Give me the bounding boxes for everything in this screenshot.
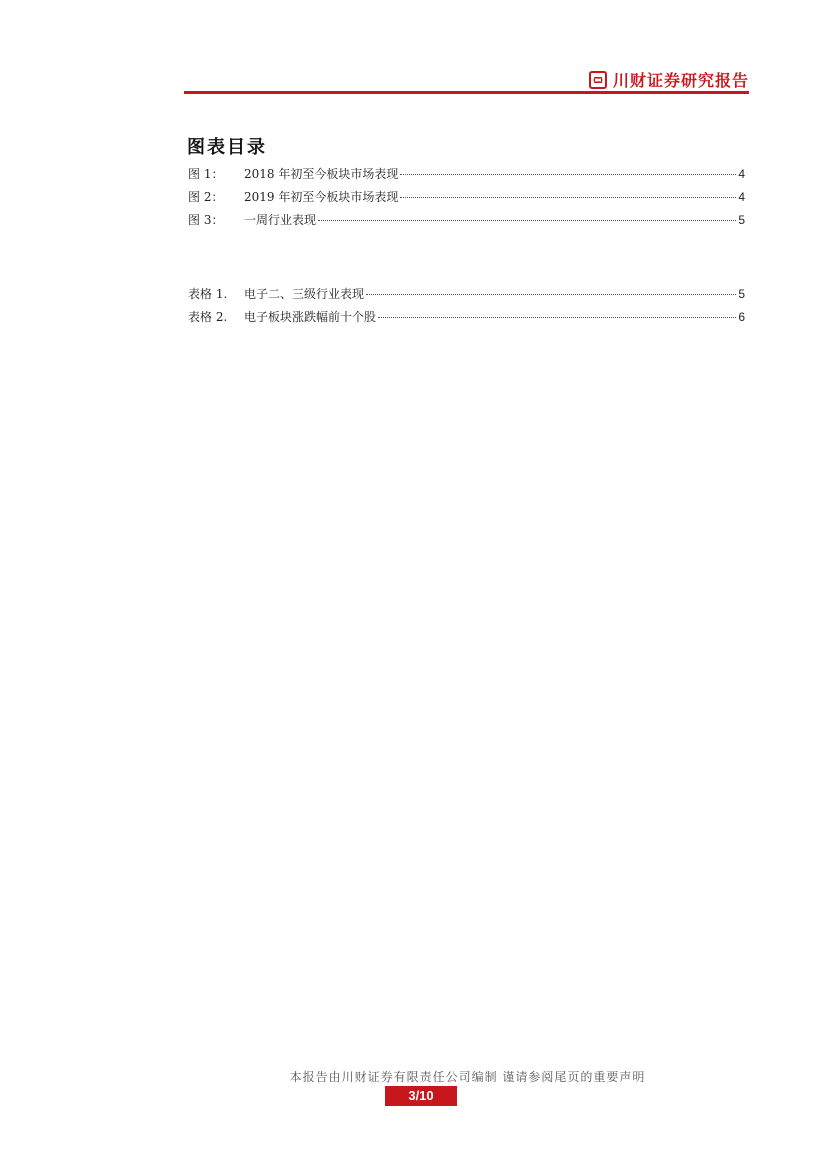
toc-page: 5: [738, 213, 745, 227]
toc-figure-2[interactable]: [188, 188, 745, 211]
figure-list: [188, 165, 745, 234]
toc-figure-1[interactable]: [188, 165, 745, 188]
toc-table-2[interactable]: [188, 308, 745, 331]
dot-leader: [378, 317, 736, 318]
header-brand: [589, 68, 749, 91]
brand-name: 川财证券研究报告: [612, 71, 749, 90]
toc-number: 图 2：: [188, 190, 224, 204]
toc-page: 4: [738, 190, 745, 204]
dot-leader: [366, 294, 736, 295]
toc-table-1[interactable]: [188, 285, 745, 308]
chuancai-logo-icon: [589, 71, 607, 89]
toc-text: 电子板块涨跌幅前十个股: [244, 310, 377, 324]
dot-leader: [400, 197, 736, 198]
toc-text: 电子二、三级行业表现: [244, 287, 365, 301]
toc-page: 5: [738, 287, 745, 301]
toc-title: 图表目录: [187, 137, 267, 158]
toc-text: 一周行业表现: [244, 213, 317, 227]
footer-disclaimer: 本报告由川财证券有限责任公司编制 谨请参阅尾页的重要声明: [289, 1070, 646, 1084]
dot-leader: [318, 220, 736, 221]
header-divider: [184, 91, 749, 94]
toc-number: 表格 1.: [188, 287, 228, 301]
toc-number: 表格 2.: [188, 310, 228, 324]
table-list: [188, 285, 745, 331]
dot-leader: [400, 174, 736, 175]
toc-text: 2018 年初至今板块市场表现: [244, 167, 399, 181]
toc-page: 6: [738, 310, 745, 324]
page-number-badge: 3/10: [385, 1086, 457, 1106]
toc-number: 图 1：: [188, 167, 224, 181]
toc-number: 图 3：: [188, 213, 224, 227]
toc-text: 2019 年初至今板块市场表现: [244, 190, 399, 204]
toc-page: 4: [738, 167, 745, 181]
toc-figure-3[interactable]: [188, 211, 745, 234]
